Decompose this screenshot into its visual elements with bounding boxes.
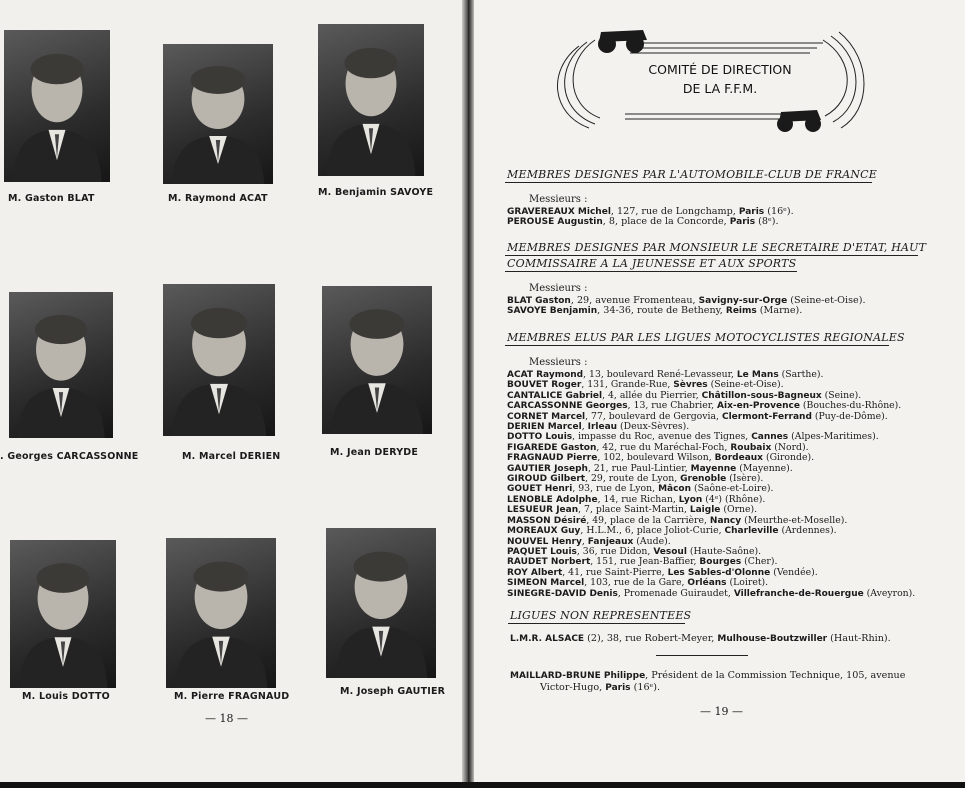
member-region: (8ᵉ).: [755, 216, 779, 228]
member-address: , 8, place de la Concorde,: [602, 216, 730, 228]
title-emblem: [555, 20, 865, 132]
member-entry: [507, 505, 915, 515]
section1-underline: [505, 182, 872, 183]
member-city: Le Mans: [736, 370, 779, 380]
member-city: Châtillon-sous-Bagneux: [701, 390, 822, 401]
member-city: Cannes: [751, 432, 789, 443]
section3-entries: [507, 370, 915, 599]
footer-tail: (16ᵉ).: [630, 682, 661, 693]
member-region: (Haute-Saône).: [686, 545, 762, 557]
member-name: LESUEUR Jean: [507, 505, 579, 516]
portrait-caption: M. Gaston BLAT: [8, 193, 95, 204]
member-city: Laigle: [689, 505, 721, 516]
member-name: GIROUD Gilbert: [507, 474, 586, 485]
section3-heading: MEMBRES ELUS PAR LES LIGUES MOTOCYCLISTES REGIONALES: [507, 331, 905, 344]
member-city: Mâcon: [658, 484, 692, 495]
member-name: BLAT Gaston: [507, 296, 571, 306]
member-city: Paris: [729, 217, 756, 228]
member-entry: [507, 495, 915, 505]
member-address: , 13, rue Chabrier,: [627, 400, 718, 412]
book-gutter: [462, 0, 474, 788]
footer-line2: Victor-Hugo,: [540, 682, 606, 693]
portrait-caption: M. Louis DOTTO: [22, 691, 110, 702]
member-address: , 29, route de Lyon,: [585, 473, 681, 485]
section2-messieurs: Messieurs :: [529, 283, 588, 294]
member-city: Reims: [725, 306, 757, 317]
member-address: , 34-36, route de Betheny,: [597, 305, 726, 317]
entry-name: L.M.R. ALSACE: [510, 634, 585, 644]
section4-entry: [510, 634, 891, 644]
portrait-photo: [326, 528, 436, 678]
member-address: , 29, avenue Fromenteau,: [570, 295, 699, 306]
member-name: PEROUSE Augustin: [507, 217, 603, 228]
member-region: (Alpes-Maritimes).: [788, 431, 879, 443]
member-city: Vesoul: [653, 546, 687, 557]
member-name: NOUVEL Henry: [507, 536, 582, 547]
member-address: , 4, allée du Pierrier,: [602, 389, 702, 401]
portrait-photo: [318, 24, 424, 176]
member-city: Bordeaux: [714, 453, 763, 464]
member-name: FIGAREDE Gaston: [507, 442, 597, 453]
member-name: LENOBLE Adolphe: [507, 494, 598, 505]
member-region: (Orne).: [720, 504, 758, 516]
portrait-photo: [4, 30, 110, 182]
portrait-caption: M. Marcel DERIEN: [182, 451, 281, 462]
section2-heading-line1: MEMBRES DESIGNES PAR MONSIEUR LE SECRETAIRE D'ETAT, HAUT: [507, 241, 927, 254]
member-address: , 13, boulevard René-Levasseur,: [583, 369, 737, 380]
member-city: Fanjeaux: [587, 536, 634, 547]
motorcycle-icon-right: [777, 110, 821, 132]
member-entry: [507, 464, 915, 474]
member-city: Roubaix: [730, 442, 772, 453]
member-entry: [507, 453, 915, 463]
portrait-photo: [163, 44, 273, 184]
member-city: Charleville: [724, 526, 779, 537]
member-address: , 151, rue Jean-Baffier,: [590, 556, 700, 568]
member-name: MASSON Désiré: [507, 515, 587, 526]
scan-edge: [0, 782, 965, 788]
member-address: , Promenade Guiraudet,: [617, 587, 734, 599]
member-region: (Isère).: [726, 473, 764, 485]
member-entry: [507, 526, 915, 536]
member-name: RAUDET Norbert: [507, 557, 591, 568]
member-region: (Mayenne).: [736, 462, 793, 474]
motorcycle-icon-left: [598, 30, 647, 53]
member-region: (Loiret).: [726, 577, 769, 589]
member-entry: [507, 306, 866, 316]
entry-address: (2), 38, rue Robert-Meyer,: [584, 633, 718, 644]
portrait-photo: [10, 540, 116, 688]
section1-heading: MEMBRES DESIGNES PAR L'AUTOMOBILE-CLUB DE FRANCE: [507, 168, 878, 181]
member-city: Orléans: [687, 578, 727, 589]
member-entry: [507, 589, 915, 599]
section2-heading-line2: COMMISSAIRE A LA JEUNESSE ET AUX SPORTS: [507, 257, 797, 270]
member-name: SINEGRE-DAVID Denis: [507, 588, 618, 599]
member-city: Clermont-Ferrand: [721, 411, 812, 422]
portrait-photo: [166, 538, 276, 688]
member-name: CORNET Marcel: [507, 411, 586, 422]
member-name: SIMEON Marcel: [507, 578, 585, 589]
committee-title: [635, 60, 805, 98]
member-region: (Vendée).: [770, 566, 818, 578]
portrait-photo: [163, 284, 275, 436]
member-city: Lyon: [678, 494, 703, 505]
member-city: Villefranche-de-Rouergue: [733, 588, 864, 599]
section4-heading: LIGUES NON REPRESENTEES: [510, 609, 692, 622]
member-address: , 93, rue de Lyon,: [572, 483, 659, 495]
portrait-photo: [9, 292, 113, 438]
member-name: ACAT Raymond: [507, 370, 584, 380]
portrait-caption: M. Raymond ACAT: [168, 193, 268, 204]
member-entry: [507, 568, 915, 578]
portrait-caption: M. Benjamin SAVOYE: [318, 187, 434, 198]
member-city: Bourges: [699, 557, 742, 568]
title-line-2: DE LA F.F.M.: [682, 81, 758, 96]
member-name: ROY Albert: [507, 567, 563, 578]
member-region: (Seine).: [821, 389, 862, 401]
section1-messieurs: Messieurs :: [529, 194, 588, 205]
member-name: BOUVET Roger: [507, 380, 582, 391]
member-region: (Cher).: [741, 556, 778, 568]
member-city: Les Sables-d'Olonne: [667, 567, 771, 578]
member-address: , 42, rue du Maréchal-Foch,: [596, 441, 731, 453]
entry-city: Mulhouse-Boutzwiller: [717, 634, 828, 644]
member-name: CANTALICE Gabriel: [507, 390, 603, 401]
member-address: , 103, rue de la Gare,: [584, 577, 688, 589]
title-line-1: COMITÉ DE DIRECTION: [648, 62, 792, 77]
member-region: (16ᵉ).: [764, 206, 794, 217]
footer-entry: [510, 670, 905, 694]
member-address: ,: [581, 421, 588, 433]
section2-underline-2: [505, 271, 797, 272]
member-name: GRAVEREAUX Michel: [507, 207, 611, 217]
section4-underline: [508, 623, 685, 624]
member-name: SAVOYE Benjamin: [507, 306, 598, 317]
section2-entries: [507, 296, 866, 317]
entry-region: (Haut-Rhin).: [827, 633, 891, 644]
member-region: (Meurthe-et-Moselle).: [741, 514, 848, 526]
footer-line1: , Président de la Commission Technique, 105, avenue: [645, 670, 906, 681]
member-name: DERIEN Marcel: [507, 422, 582, 433]
member-city: Grenoble: [680, 474, 727, 485]
member-address: , impasse du Roc, avenue des Tignes,: [572, 431, 752, 443]
member-address: , 49, place de la Carrière,: [586, 514, 710, 526]
member-entry: [507, 217, 794, 227]
member-city: Sèvres: [673, 380, 708, 391]
portrait-caption: M. Pierre FRAGNAUD: [174, 691, 290, 702]
section1-entries: [507, 207, 794, 228]
member-address: , 7, place Saint-Martin,: [578, 504, 690, 516]
member-region: (Saône-et-Loire).: [691, 483, 774, 495]
member-region: (Deux-Sèvres).: [617, 421, 690, 433]
portrait-caption: M. Joseph GAUTIER: [340, 686, 446, 697]
member-region: (Marne).: [756, 305, 803, 317]
member-name: GAUTIER Joseph: [507, 463, 588, 474]
member-region: (Puy-de-Dôme).: [811, 410, 888, 422]
section2-underline-1: [505, 255, 918, 256]
section3-underline: [505, 345, 889, 346]
member-name: FRAGNAUD Pierre: [507, 453, 598, 464]
member-address: , 77, boulevard de Gergovia,: [585, 410, 722, 422]
member-region: (Seine-et-Oise).: [707, 379, 784, 391]
member-address: ,: [581, 535, 588, 547]
member-city: Nancy: [709, 515, 742, 526]
member-region: (Aveyron).: [863, 587, 916, 599]
member-address: , 21, rue Paul-Lintier,: [587, 462, 691, 474]
member-region: (Aude).: [633, 535, 671, 547]
member-address: , 127, rue de Longchamp,: [610, 206, 739, 217]
member-name: DOTTO Louis: [507, 432, 573, 443]
separator-rule: [656, 655, 748, 656]
member-city: Paris: [738, 207, 765, 217]
footer-city: Paris: [605, 683, 631, 693]
member-address: , 14, rue Richan,: [597, 493, 679, 505]
member-address: , 131, Grande-Rue,: [581, 379, 674, 391]
member-region: (Bouches-du-Rhône).: [799, 400, 902, 412]
member-city: Mayenne: [690, 463, 737, 474]
member-address: , 102, boulevard Wilson,: [597, 452, 715, 464]
member-name: CARCASSONNE Georges: [507, 401, 628, 412]
section3-messieurs: Messieurs :: [529, 357, 588, 368]
member-name: PAQUET Louis: [507, 546, 577, 557]
portrait-caption: M. Jean DERYDE: [330, 447, 419, 458]
member-address: , 41, rue Saint-Pierre,: [562, 566, 668, 578]
member-name: MOREAUX Guy: [507, 526, 581, 537]
member-address: , 36, rue Didon,: [576, 545, 654, 557]
portrait-photo: [322, 286, 432, 434]
footer-name: MAILLARD-BRUNE Philippe: [510, 671, 646, 681]
portrait-caption: . Georges CARCASSONNE: [0, 451, 139, 462]
member-region: (4ᵉ) (Rhône).: [702, 493, 766, 505]
member-entry: [507, 547, 915, 557]
page-number-right: — 19 —: [700, 705, 743, 718]
member-address: , H.L.M., 6, place Joliot-Curie,: [580, 525, 725, 537]
member-region: (Ardennes).: [778, 525, 837, 537]
member-region: (Sarthe).: [778, 369, 824, 380]
left-page: [0, 0, 462, 782]
page-number-left: — 18 —: [205, 712, 248, 725]
member-city: Irleau: [587, 422, 618, 433]
member-region: (Gironde).: [763, 452, 815, 464]
member-entry: [507, 412, 915, 422]
member-city: Savigny-sur-Orge: [698, 296, 788, 306]
member-region: (Seine-et-Oise).: [787, 295, 866, 306]
member-region: (Nord).: [771, 441, 809, 453]
member-city: Aix-en-Provence: [717, 401, 800, 412]
member-name: GOUET Henri: [507, 484, 573, 495]
